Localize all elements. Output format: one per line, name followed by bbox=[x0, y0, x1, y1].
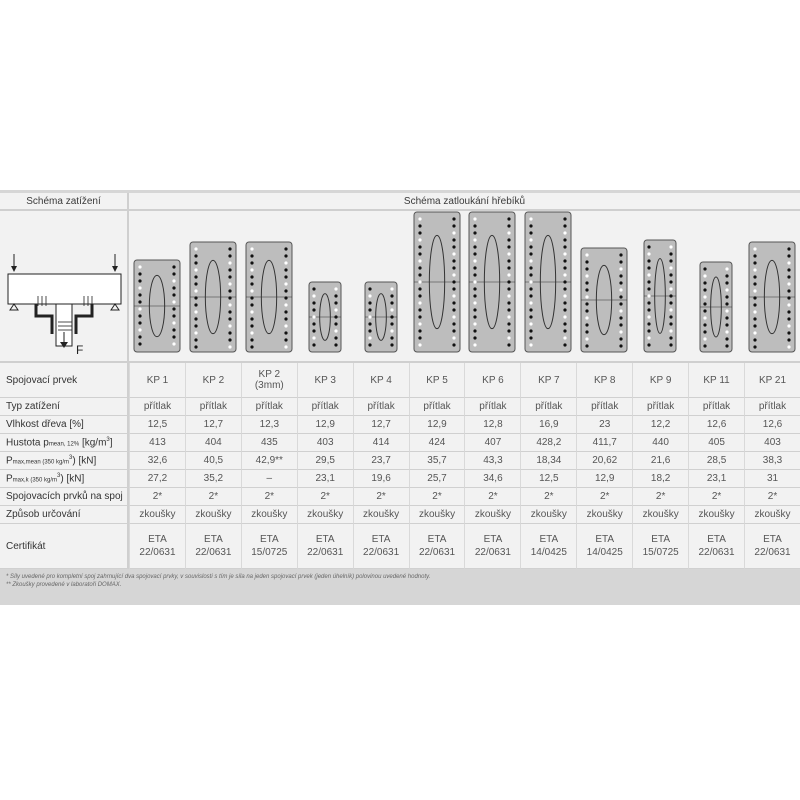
method-cell: zkoušky bbox=[185, 506, 241, 524]
nail-plate-cell bbox=[464, 211, 520, 363]
load-diagram bbox=[0, 214, 129, 354]
method-cell: zkoušky bbox=[576, 506, 632, 524]
nail-plate-cell bbox=[688, 211, 744, 363]
count-cell: 2* bbox=[353, 488, 409, 506]
header-nailing-scheme: Schéma zatloukání hřebíků bbox=[129, 193, 800, 211]
method-cell: zkoušky bbox=[409, 506, 465, 524]
nail-plate-cell bbox=[353, 211, 409, 363]
pmax-k-cell: 23,1 bbox=[688, 470, 744, 488]
pmax-k-cell: 12,9 bbox=[576, 470, 632, 488]
label-certificate: Certifikát bbox=[0, 524, 129, 569]
method-cell: zkoušky bbox=[129, 506, 185, 524]
density-cell: 405 bbox=[688, 434, 744, 452]
nail-plate-icon bbox=[133, 259, 181, 353]
pmax-mean-cell: 23,7 bbox=[353, 452, 409, 470]
pmax-mean-cell: 38,3 bbox=[744, 452, 800, 470]
nail-plate-icon bbox=[308, 281, 342, 353]
count-cell: 2* bbox=[576, 488, 632, 506]
nail-plate-icon bbox=[364, 281, 398, 353]
nail-plate-cell bbox=[520, 211, 576, 363]
certificate-cell: ETA 22/0631 bbox=[353, 524, 409, 569]
count-cell: 2* bbox=[744, 488, 800, 506]
nail-plate-icon bbox=[468, 211, 516, 353]
pmax-mean-cell: 42,9** bbox=[241, 452, 297, 470]
moisture-cell: 12,7 bbox=[353, 416, 409, 434]
moisture-cell: 16,9 bbox=[520, 416, 576, 434]
connector-name: KP 3 bbox=[297, 363, 353, 398]
pmax-mean-cell: 28,5 bbox=[688, 452, 744, 470]
pmax-k-cell: 12,5 bbox=[520, 470, 576, 488]
load-type-cell: přítlak bbox=[464, 398, 520, 416]
pmax-k-cell: 23,1 bbox=[297, 470, 353, 488]
method-cell: zkoušky bbox=[744, 506, 800, 524]
connector-name: KP 7 bbox=[520, 363, 576, 398]
pmax-k-cell: 19,6 bbox=[353, 470, 409, 488]
pmax-k-cell: 35,2 bbox=[185, 470, 241, 488]
pmax-mean-cell: 29,5 bbox=[297, 452, 353, 470]
load-type-cell: přítlak bbox=[241, 398, 297, 416]
density-cell: 411,7 bbox=[576, 434, 632, 452]
density-cell: 407 bbox=[464, 434, 520, 452]
density-cell: 428,2 bbox=[520, 434, 576, 452]
connector-name: KP 5 bbox=[409, 363, 465, 398]
moisture-cell: 12,3 bbox=[241, 416, 297, 434]
moisture-cell: 12,8 bbox=[464, 416, 520, 434]
pmax-mean-cell: 35,7 bbox=[409, 452, 465, 470]
label-pmax-mean: Pmax,mean (350 $kg/m^3$) [kN] bbox=[0, 452, 129, 470]
pmax-mean-cell: 20,62 bbox=[576, 452, 632, 470]
connector-name: KP 11 bbox=[688, 363, 744, 398]
label-method: Způsob určování bbox=[0, 506, 129, 524]
density-cell: 403 bbox=[297, 434, 353, 452]
header-load-scheme: Schéma zatížení bbox=[0, 193, 129, 211]
load-type-cell: přítlak bbox=[129, 398, 185, 416]
moisture-cell: 12,6 bbox=[688, 416, 744, 434]
count-cell: 2* bbox=[129, 488, 185, 506]
connector-name: KP 21 bbox=[744, 363, 800, 398]
footnote-2: ** Zkoušky provedené v laboratoři DOMAX. bbox=[6, 582, 122, 588]
connector-name: KP 2 bbox=[185, 363, 241, 398]
density-cell: 403 bbox=[744, 434, 800, 452]
load-type-cell: přítlak bbox=[576, 398, 632, 416]
pmax-k-cell: 25,7 bbox=[409, 470, 465, 488]
connector-name: KP 2 (3mm) bbox=[241, 363, 297, 398]
count-cell: 2* bbox=[464, 488, 520, 506]
certificate-cell: ETA 15/0725 bbox=[632, 524, 688, 569]
nail-plate-cell bbox=[632, 211, 688, 363]
connector-name: KP 1 bbox=[129, 363, 185, 398]
load-type-cell: přítlak bbox=[409, 398, 465, 416]
method-cell: zkoušky bbox=[520, 506, 576, 524]
method-cell: zkoušky bbox=[464, 506, 520, 524]
load-type-cell: přítlak bbox=[185, 398, 241, 416]
nail-plate-icon bbox=[189, 241, 237, 353]
density-cell: 424 bbox=[409, 434, 465, 452]
method-cell: zkoušky bbox=[353, 506, 409, 524]
certificate-cell: ETA 14/0425 bbox=[520, 524, 576, 569]
density-cell: 435 bbox=[241, 434, 297, 452]
certificate-cell: ETA 22/0631 bbox=[409, 524, 465, 569]
density-cell: 440 bbox=[632, 434, 688, 452]
load-type-cell: přítlak bbox=[744, 398, 800, 416]
certificate-cell: ETA 22/0631 bbox=[129, 524, 185, 569]
nail-plate-cell bbox=[129, 211, 185, 363]
nail-plate-cell bbox=[241, 211, 297, 363]
density-cell: 404 bbox=[185, 434, 241, 452]
moisture-cell: 12,7 bbox=[185, 416, 241, 434]
load-diagram-cell bbox=[0, 211, 129, 363]
label-pmax-k: Pmax,k (350 $kg/m^3$) [kN] bbox=[0, 470, 129, 488]
moisture-cell: 12,2 bbox=[632, 416, 688, 434]
nail-plate-cell bbox=[576, 211, 632, 363]
pmax-k-cell: 18,2 bbox=[632, 470, 688, 488]
nail-plate-icon bbox=[580, 247, 628, 353]
load-type-cell: přítlak bbox=[632, 398, 688, 416]
load-type-cell: přítlak bbox=[353, 398, 409, 416]
density-cell: 413 bbox=[129, 434, 185, 452]
label-count: Spojovacích prvků na spoj bbox=[0, 488, 129, 506]
label-density: Hustota pmean, 12% $[kg/m^3]$ bbox=[0, 434, 129, 452]
pmax-k-cell: – bbox=[241, 470, 297, 488]
pmax-mean-cell: 21,6 bbox=[632, 452, 688, 470]
load-type-cell: přítlak bbox=[520, 398, 576, 416]
moisture-cell: 12,9 bbox=[409, 416, 465, 434]
certificate-cell: ETA 22/0631 bbox=[297, 524, 353, 569]
nail-plate-cell bbox=[297, 211, 353, 363]
pmax-mean-cell: 18,34 bbox=[520, 452, 576, 470]
force-label: F bbox=[76, 342, 84, 354]
footnotes bbox=[6, 573, 796, 589]
certificate-cell: ETA 22/0631 bbox=[688, 524, 744, 569]
count-cell: 2* bbox=[632, 488, 688, 506]
count-cell: 2* bbox=[520, 488, 576, 506]
method-cell: zkoušky bbox=[632, 506, 688, 524]
count-cell: 2* bbox=[297, 488, 353, 506]
footnote-1: * Síly uvedené pro kompletní spoj zahrnující dva spojovací prvky, v souvislosti s tím je síla na jeden spojovací prvek (jeden úhelník) polovinou uvedené hodnoty. bbox=[6, 574, 431, 580]
pmax-mean-cell: 40,5 bbox=[185, 452, 241, 470]
nail-plate-icon bbox=[524, 211, 572, 353]
count-cell: 2* bbox=[185, 488, 241, 506]
moisture-cell: 12,9 bbox=[297, 416, 353, 434]
nail-plate-icon bbox=[699, 261, 733, 353]
nail-plate-cell bbox=[409, 211, 465, 363]
load-type-cell: přítlak bbox=[688, 398, 744, 416]
method-cell: zkoušky bbox=[297, 506, 353, 524]
certificate-cell: ETA 14/0425 bbox=[576, 524, 632, 569]
count-cell: 2* bbox=[409, 488, 465, 506]
pmax-mean-cell: 32,6 bbox=[129, 452, 185, 470]
specification-table bbox=[0, 193, 800, 569]
pmax-k-cell: 31 bbox=[744, 470, 800, 488]
nail-plate-icon bbox=[245, 241, 293, 353]
moisture-cell: 12,6 bbox=[744, 416, 800, 434]
label-load-type: Typ zatížení bbox=[0, 398, 129, 416]
certificate-cell: ETA 22/0631 bbox=[464, 524, 520, 569]
certificate-cell: ETA 15/0725 bbox=[241, 524, 297, 569]
method-cell: zkoušky bbox=[688, 506, 744, 524]
pmax-k-cell: 34,6 bbox=[464, 470, 520, 488]
method-cell: zkoušky bbox=[241, 506, 297, 524]
moisture-cell: 12,5 bbox=[129, 416, 185, 434]
density-cell: 414 bbox=[353, 434, 409, 452]
nail-plate-cell bbox=[185, 211, 241, 363]
connector-name: KP 4 bbox=[353, 363, 409, 398]
count-cell: 2* bbox=[688, 488, 744, 506]
pmax-mean-cell: 43,3 bbox=[464, 452, 520, 470]
connector-name: KP 8 bbox=[576, 363, 632, 398]
nail-plate-cell bbox=[744, 211, 800, 363]
nail-plate-icon bbox=[643, 239, 677, 353]
load-type-cell: přítlak bbox=[297, 398, 353, 416]
certificate-cell: ETA 22/0631 bbox=[744, 524, 800, 569]
connector-name: KP 9 bbox=[632, 363, 688, 398]
label-connector: Spojovací prvek bbox=[0, 363, 129, 398]
connector-name: KP 6 bbox=[464, 363, 520, 398]
nail-plate-icon bbox=[413, 211, 461, 353]
nail-plate-icon bbox=[748, 241, 796, 353]
count-cell: 2* bbox=[241, 488, 297, 506]
pmax-k-cell: 27,2 bbox=[129, 470, 185, 488]
moisture-cell: 23 bbox=[576, 416, 632, 434]
certificate-cell: ETA 22/0631 bbox=[185, 524, 241, 569]
label-moisture: Vlhkost dřeva [%] bbox=[0, 416, 129, 434]
